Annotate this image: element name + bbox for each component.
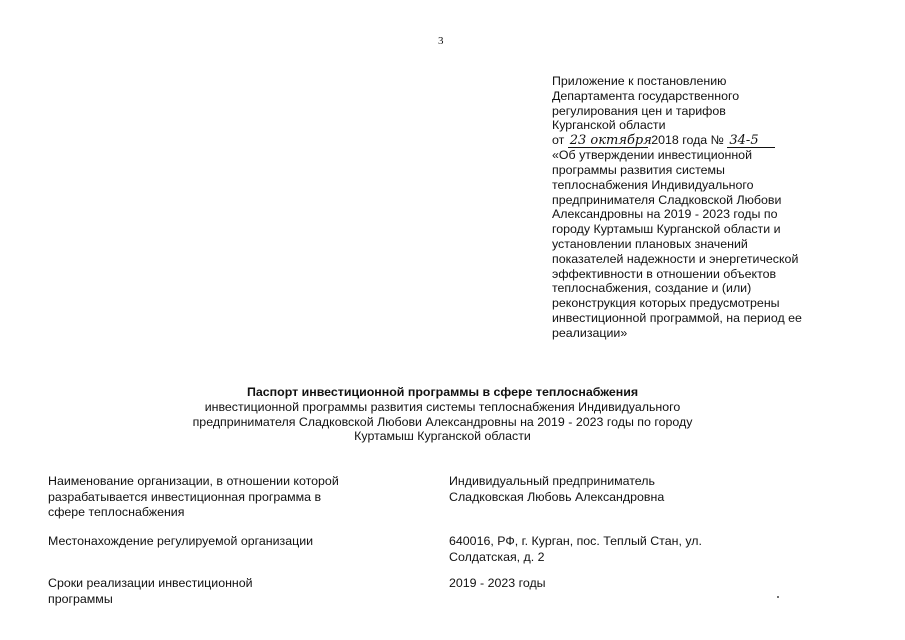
- date-prefix: от: [552, 133, 565, 148]
- appendix-subject-line: городу Куртамыш Курганской области и: [552, 222, 781, 237]
- appendix-subject-line: теплоснабжения Индивидуального: [552, 177, 754, 192]
- scan-speck: [777, 596, 779, 598]
- passport-subtitle-line: Куртамыш Курганской области: [354, 429, 531, 444]
- appendix-subject-line: реконструкция которых предусмотрены: [552, 296, 780, 311]
- appendix-subject-line: предпринимателя Сладковской Любови: [552, 192, 782, 207]
- passport-heading: Паспорт инвестиционной программы в сфере теплоснабжения: [246, 385, 639, 399]
- implementation-period-label: Сроки реализации инвестиционной программы: [48, 576, 253, 606]
- appendix-subject-line: инвестиционной программой, на период ее: [552, 310, 802, 325]
- appendix-header: [552, 74, 842, 341]
- appendix-subject-line: программы развития системы: [552, 162, 725, 177]
- handwritten-number: 34-5: [727, 135, 775, 148]
- page-number: 3: [438, 35, 444, 47]
- organization-name-label: Наименование организации, в отношении которой разрабатывается инвестиционная программа в сфере теплоснабжения: [48, 474, 339, 519]
- organization-location-label: Местонахождение регулируемой организации: [48, 534, 314, 548]
- organization-name-value: Индивидуальный предприниматель Сладковская Любовь Александровна: [449, 474, 665, 504]
- appendix-line: Курганской области: [552, 118, 666, 133]
- year-text: 2018 года №: [651, 133, 724, 148]
- appendix-subject-line: теплоснабжения, создание и (или): [552, 281, 752, 296]
- appendix-line: Приложение к постановлению: [552, 74, 727, 88]
- appendix-subject-line: показателей надежности и энергетической: [552, 251, 799, 266]
- appendix-date-line: [552, 133, 842, 148]
- appendix-subject-line: установлении плановых значений: [552, 236, 748, 251]
- passport-title-block: [0, 385, 885, 444]
- implementation-period-value: 2019 - 2023 годы: [449, 576, 546, 590]
- appendix-subject-line: «Об утверждении инвестиционной: [552, 148, 752, 163]
- appendix-line: Департамента государственного: [552, 88, 740, 103]
- appendix-subject-line: эффективности в отношении объектов: [552, 266, 777, 281]
- passport-subtitle-line: инвестиционной программы развития системы теплоснабжения Индивидуального: [204, 399, 681, 414]
- appendix-subject-line: Александровны на 2019 - 2023 годы по: [552, 207, 778, 222]
- appendix-subject-line: реализации»: [552, 325, 628, 340]
- organization-location-value: 640016, РФ, г. Курган, пос. Теплый Стан, ул. Солдатская, д. 2: [449, 534, 702, 564]
- passport-subtitle-line: предпринимателя Сладковской Любови Александровны на 2019 - 2023 годы по городу: [192, 414, 693, 429]
- handwritten-date: 23 октября: [569, 133, 652, 149]
- appendix-line: регулирования цен и тарифов: [552, 103, 726, 118]
